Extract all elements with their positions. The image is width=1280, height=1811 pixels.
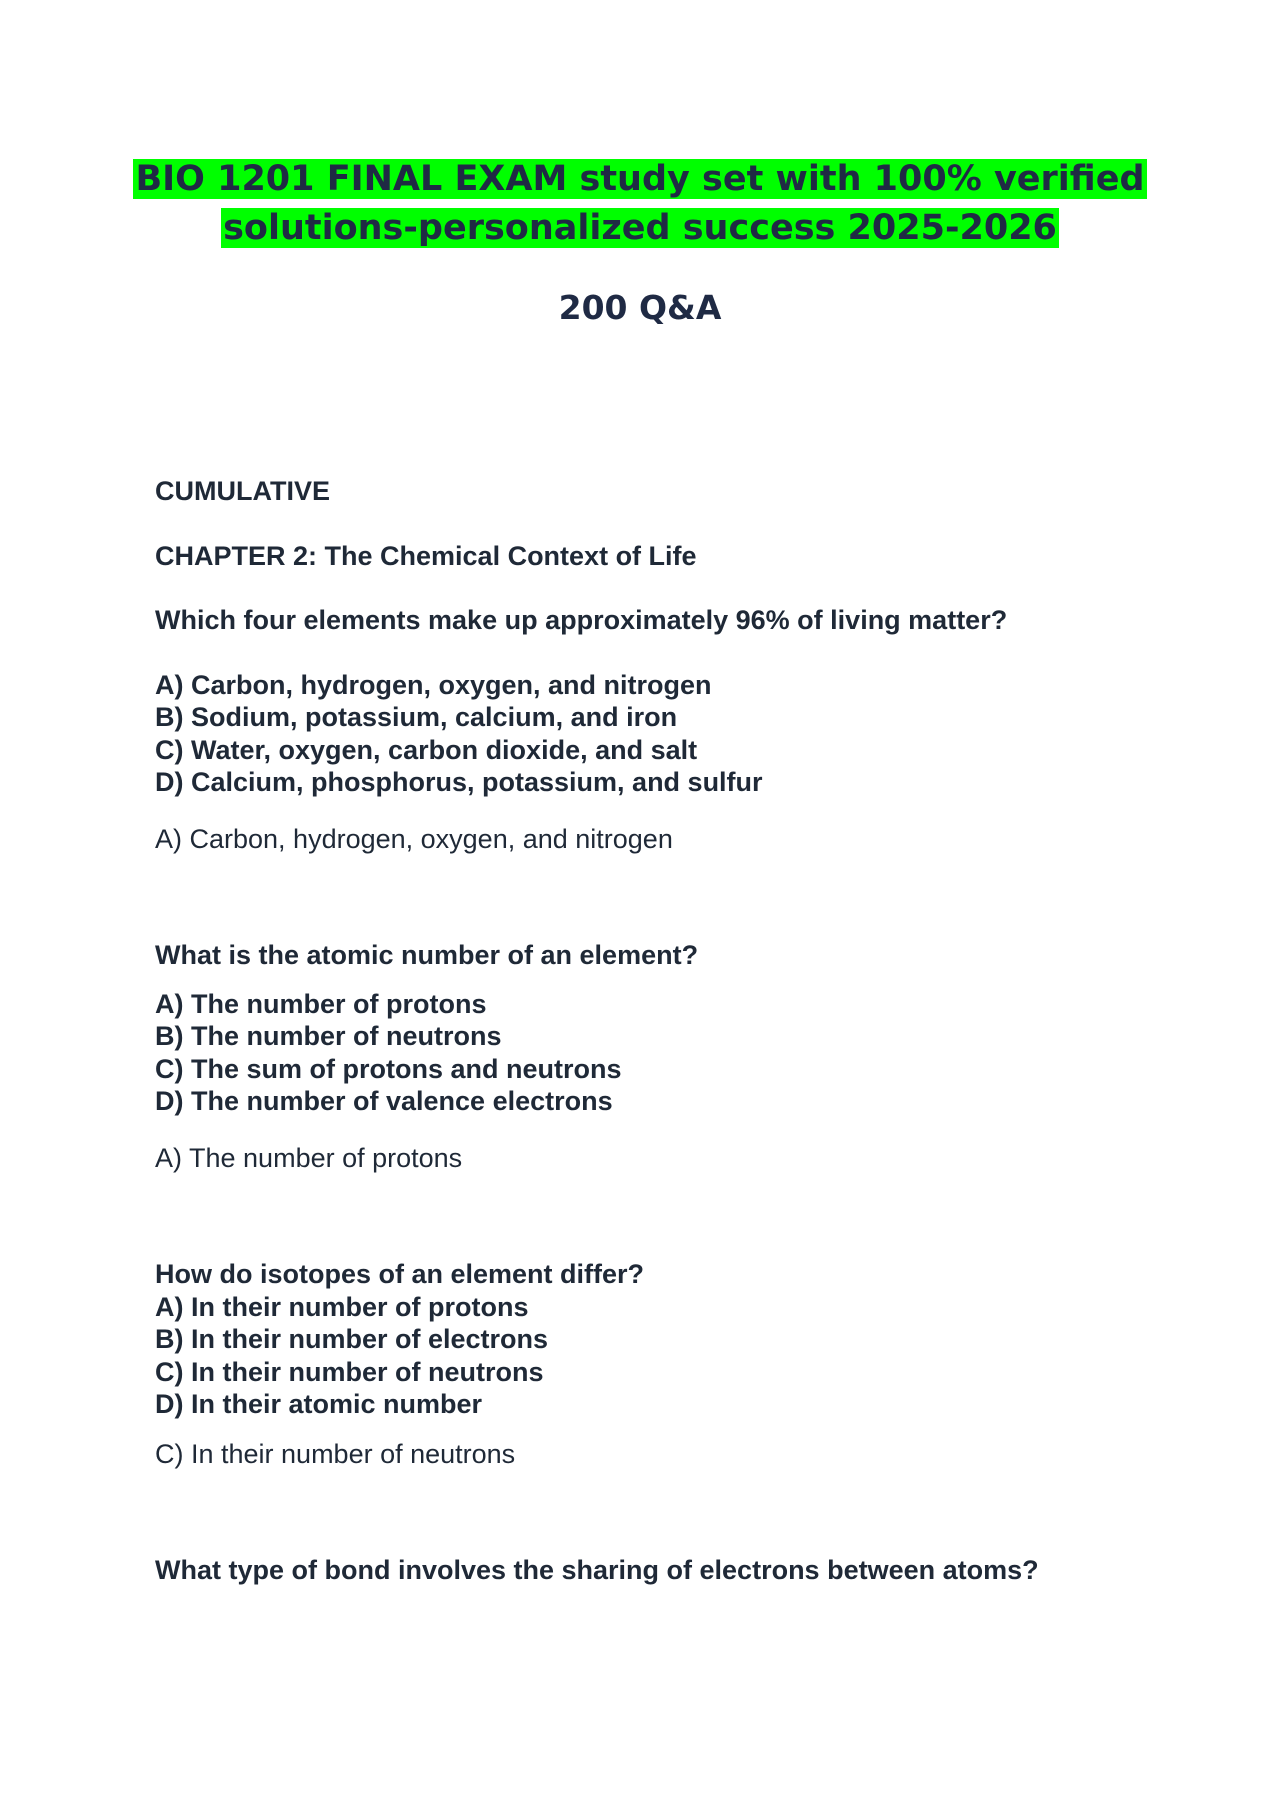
option-item: B) The number of neutrons	[155, 1021, 502, 1051]
option-item: A) Carbon, hydrogen, oxygen, and nitrogen	[155, 669, 712, 700]
question-block	[155, 1554, 1155, 1587]
question-block	[155, 1258, 1155, 1470]
answer-text: A) The number of protons	[155, 1142, 463, 1173]
document-body	[155, 475, 1155, 1587]
chapter-heading: CHAPTER 2: The Chemical Context of Life	[155, 540, 697, 571]
option-item: D) Calcium, phosphorus, potassium, and sulfur	[155, 767, 763, 797]
answer-text: C) In their number of neutrons	[155, 1438, 516, 1469]
option-item: A) In their number of protons	[155, 1291, 529, 1322]
document-title	[0, 155, 1280, 253]
option-item: C) In their number of neutrons	[155, 1356, 544, 1387]
options-list	[155, 988, 1155, 1118]
title-line-2: solutions-personalized success 2025-2026	[223, 208, 1057, 248]
option-item: C) Water, oxygen, carbon dioxide, and salt	[155, 734, 698, 765]
title-line-1: BIO 1201 FINAL EXAM study set with 100% verified	[135, 159, 1145, 199]
question-text: What is the atomic number of an element?	[155, 940, 699, 970]
option-item: D) In their atomic number	[155, 1389, 483, 1419]
option-item: A) The number of protons	[155, 988, 487, 1019]
question-text: What type of bond involves the sharing of electrons between atoms?	[155, 1555, 1039, 1585]
section-label: CUMULATIVE	[155, 476, 330, 506]
option-item: B) In their number of electrons	[155, 1324, 549, 1354]
options-list	[155, 669, 1155, 799]
question-text: Which four elements make up approximately 96% of living matter?	[155, 605, 1008, 635]
answer-text: A) Carbon, hydrogen, oxygen, and nitrogen	[155, 823, 673, 854]
question-text: How do isotopes of an element differ?	[155, 1259, 645, 1289]
options-list	[155, 1291, 1155, 1421]
option-item: B) Sodium, potassium, calcium, and iron	[155, 702, 678, 732]
option-item: D) The number of valence electrons	[155, 1086, 613, 1116]
question-block	[155, 939, 1155, 1174]
option-item: C) The sum of protons and neutrons	[155, 1053, 622, 1084]
question-block	[155, 604, 1155, 855]
document-subtitle: 200 Q&A	[558, 288, 722, 327]
